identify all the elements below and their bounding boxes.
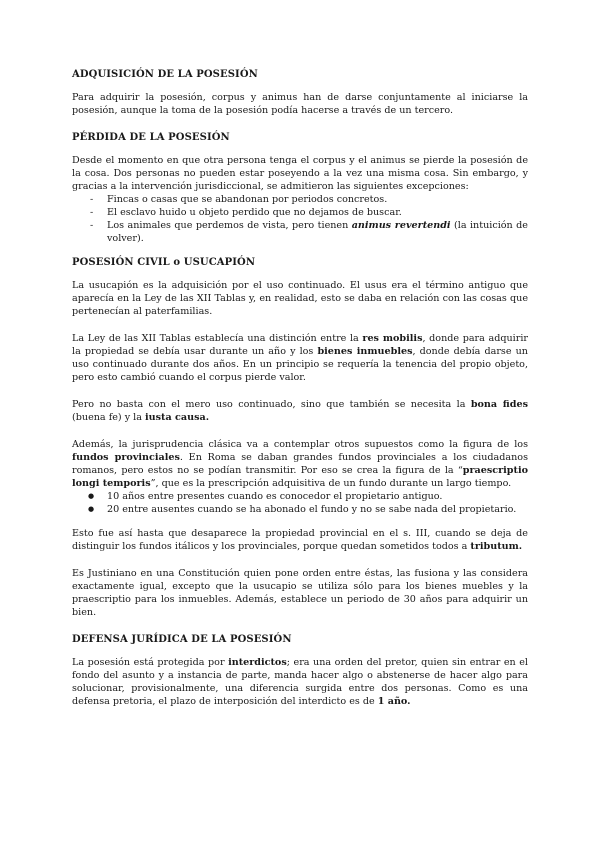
- list-item: ● 10 años entre presentes cuando es conocedor el propietario antiguo.: [72, 490, 528, 503]
- list-item: - El esclavo huido u objeto perdido que no dejamos de buscar.: [72, 206, 528, 219]
- paragraph: Desde el momento en que otra persona tenga el corpus y el animus se pierde la posesión de la cosa. Dos personas no pueden estar poseyendo a la vez una misma cosa. Sin embargo, y gracias a la intervención jurisdiccional, se admitieron las siguientes excepciones:: [72, 155, 528, 192]
- paragraph: Para adquirir la posesión, corpus y animus han de darse conjuntamente al iniciarse la posesión, aunque la toma de la posesión podía hacerse a través de un tercero.: [72, 92, 528, 116]
- exceptions-list: [72, 193, 528, 245]
- heading-defensa: DEFENSA JURÍDICA DE LA POSESIÓN: [72, 634, 292, 645]
- heading-perdida: PÉRDIDA DE LA POSESIÓN: [72, 132, 230, 143]
- bullet-list: [72, 490, 528, 516]
- paragraph: La usucapión es la adquisición por el uso continuado. El usus era el término antiguo que aparecía en la Ley de las XII Tablas y, en realidad, esto se daba en relación con las cosas que pertenecían al paterfamilias.: [72, 280, 528, 317]
- paragraph: Pero no basta con el mero uso continuado, sino que también se necesita la bona fides (buena fe) y la iusta causa.: [72, 399, 528, 423]
- paragraph: Esto fue así hasta que desaparece la propiedad provincial en el s. III, cuando se deja de distinguir los fundos itálicos y los provinciales, porque quedan sometidos todos a tributum.: [72, 528, 528, 552]
- list-item: - Fincas o casas que se abandonan por periodos concretos.: [72, 193, 528, 206]
- paragraph: La Ley de las XII Tablas establecía una distinción entre la res mobilis, donde para adquirir la propiedad se debía usar durante un año y los bienes inmuebles, donde debía darse un uso continuado durante dos años. En un principio se requería la tenencia del propio objeto, pero esto cambió cuando el corpus pierde valor.: [72, 333, 528, 383]
- paragraph: Además, la jurisprudencia clásica va a contemplar otros supuestos como la figura de los fundos provinciales. En Roma se daban grandes fundos provinciales a los ciudadanos romanos, pero estos no se podían transmitir. Por eso se crea la figura de la “praescriptio longi temporis”, que es la prescripción adquisitiva de un fundo durante un largo tiempo.: [72, 439, 528, 489]
- heading-adquisicion: ADQUISICIÓN DE LA POSESIÓN: [72, 69, 258, 80]
- list-item: ● 20 entre ausentes cuando se ha abonado el fundo y no se sabe nada del propietario.: [72, 503, 528, 516]
- paragraph: La posesión está protegida por interdictos; era una orden del pretor, quien sin entrar en el fondo del asunto y a instancia de parte, manda hacer algo o abstenerse de hacer algo para solucionar, provisionalmente, una diferencia surgida entre dos personas. Como es una defensa pretoria, el plazo de interposición del interdicto es de 1 año.: [72, 657, 528, 707]
- paragraph: Es Justiniano en una Constitución quien pone orden entre éstas, las fusiona y las considera exactamente igual, excepto que la usucapio se utiliza sólo para los bienes muebles y la praescriptio para los inmuebles. Además, establece un periodo de 30 años para adquirir un bien.: [72, 568, 528, 618]
- list-item: - Los animales que perdemos de vista, pero tienen animus revertendi (la intuición de volver).: [72, 219, 528, 245]
- heading-posesion-civil: POSESIÓN CIVIL o USUCAPIÓN: [72, 257, 256, 268]
